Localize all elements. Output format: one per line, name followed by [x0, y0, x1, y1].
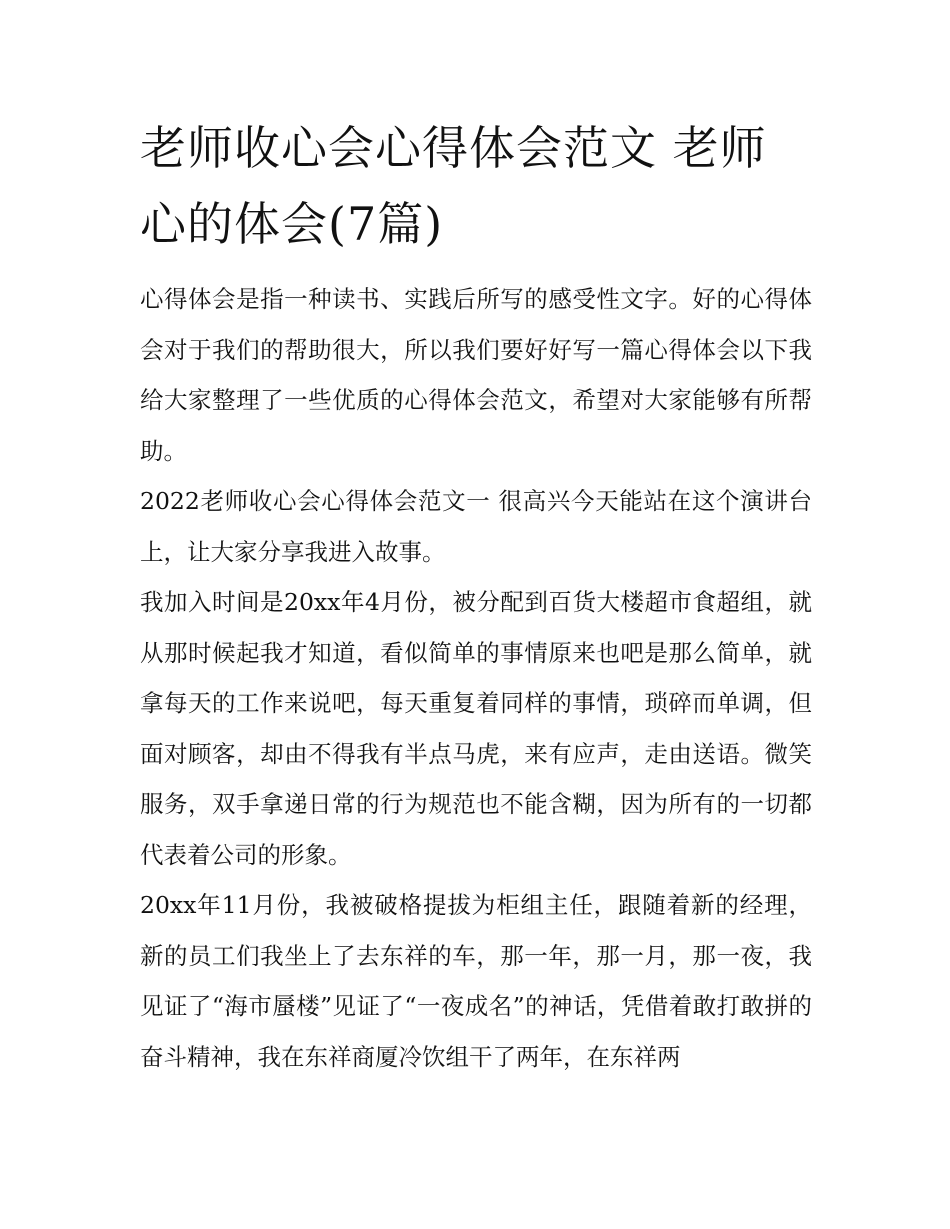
section-one-paragraph: 2022老师收心会心得体会范文一 很高兴今天能站在这个演讲台上，让大家分享我进入故事。: [140, 487, 812, 566]
document-page: [140, 110, 812, 1082]
promotion-story-paragraph: 20xx年11月份，我被破格提拔为柜组主任，跟随着新的经理，新的员工们我坐上了去东祥的车，那一年，那一月，那一夜，我见证了“海市蜃楼”见证了“一夜成名”的神话，凭借着敢打敢拼的奋斗精神，我在东祥商厦冷饮组干了两年，在东祥两: [140, 891, 812, 1071]
document-title: 老师收心会心得体会范文 老师心的体会(7篇): [140, 121, 767, 251]
join-story-paragraph: 我加入时间是20xx年4月份，被分配到百货大楼超市食超组，就从那时候起我才知道，看似简单的事情原来也吧是那么简单，就拿每天的工作来说吧，每天重复着同样的事情，琐碎而单调，但面对顾客，却由不得我有半点马虎，来有应声，走由送语。微笑服务，双手拿递日常的行为规范也不能含糊，因为所有的一切都代表着公司的形象。: [140, 588, 812, 869]
intro-paragraph: 心得体会是指一种读书、实践后所写的感受性文字。好的心得体会对于我们的帮助很大，所以我们要好好写一篇心得体会以下我给大家整理了一些优质的心得体会范文，希望对大家能够有所帮助。: [140, 285, 812, 465]
